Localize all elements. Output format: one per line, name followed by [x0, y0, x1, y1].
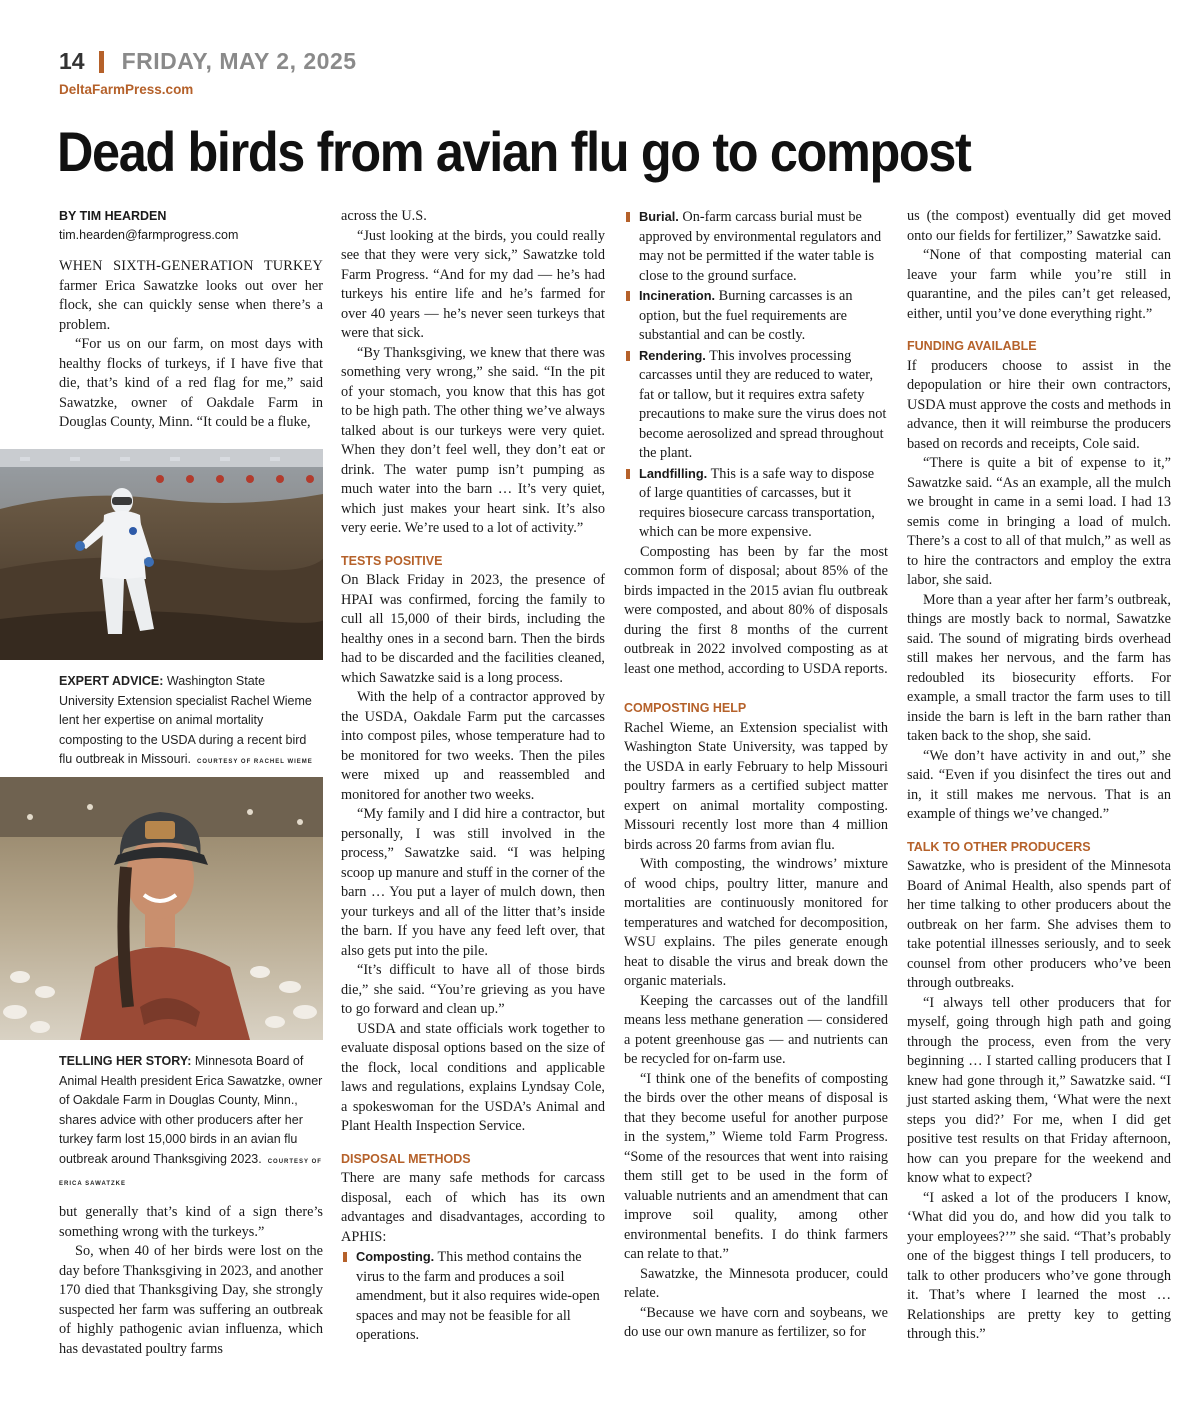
bullet-term: Composting. [356, 1249, 435, 1264]
paragraph: More than a year after her farm’s outbreak, things are mostly back to normal, Sawatzke said. The sound of migrating birds overhead still makes her nervous, and the farm has redoubled its biosecurity efforts. For example, a small tractor the farm uses to till inside the barn is left in the barn rather than taken back to the shop, she said. [907, 591, 1171, 744]
column-2 [341, 207, 605, 1346]
caption-label: EXPERT ADVICE: [59, 674, 164, 688]
paragraph: “For us on our farm, on most days with healthy flocks of turkeys, if I have five that die, that’s kind of a red flag for me,” said Sawatzke, owner of Oakdale Farm in Douglas County, Minn. “It could be a fluke, [59, 336, 323, 430]
column-1-continued [59, 1203, 323, 1359]
caption-text: Washington State University Extension specialist Rachel Wieme lent her expertise on animal mortality composting to the USDA during a recent bird flu outbreak in Missouri. [59, 674, 312, 766]
paragraph: but generally that’s kind of a sign there’s something wrong with the turkeys.” [59, 1204, 323, 1240]
bullet-incineration [624, 286, 888, 346]
caption-text: Minnesota Board of Animal Health president Erica Sawatzke, owner of Oakdale Farm in Douglas County, Minn., shares advice with other producers after her turkey farm lost 15,000 birds in an avian flu outbreak around Thanksgiving 2023. [59, 1054, 323, 1166]
paragraph: So, when 40 of her birds were lost on the day before Thanksgiving in 2023, and another 170 died that Thanksgiving Day, she strongly suspected her farm was suffering an outbreak of highly pathogenic avian influenza, which has devastated poultry farms [59, 1243, 323, 1357]
paragraph: With composting, the windrows’ mixture of wood chips, poultry litter, manure and mortalities are continuously monitored for temperatures and watched for decomposition, WSU explains. The piles generate enough heat to disable the virus and break down the organic materials. [624, 856, 888, 989]
bullet-term: Landfilling. [639, 465, 708, 481]
paragraph: Sawatzke, who is president of the Minnesota Board of Animal Health, also spends part of her time talking to other producers about the outbreak on her farm. She advises them to take potential illnesses seriously, and to seek counsel from other producers who’ve been through outbreaks. [907, 858, 1171, 991]
paragraph: If producers choose to assist in the depopulation or hire their own contractors, USDA must approve the costs and methods in advance, then it will reimburse the producers based on records and receipts, Cole said. [907, 357, 1171, 452]
paragraph: across the U.S. [341, 208, 427, 224]
paragraph: “It’s difficult to have all of those birds die,” she said. “You’re grieving as you have to go forward and clean up.” [341, 962, 605, 1017]
paragraph: Rachel Wieme, an Extension specialist with Washington State University, was tapped by the USDA in early February to help Missouri poultry farmers as a certified subject matter expert on animal mortality composting. Missouri recently lost more than 4 million birds across 20 farms from avian flu. [624, 719, 888, 853]
paragraph: “Because we have corn and soybeans, we do use our own manure as fertilizer, so for [624, 1304, 888, 1340]
paragraph: “I asked a lot of the producers I know, ‘What did you do, and how did you talk to your employees?’” she said. “That’s probably one of the biggest things I tell producers, to talk to other producers who’ve gone through it. That’s where I learned the most … Relationships are pretty key to getting through this.” [907, 1189, 1171, 1342]
bullet-rendering [624, 346, 888, 464]
paragraph: “I think one of the benefits of composting the birds over the other means of disposal is that they become useful for another purpose in the system,” Wieme told Farm Progress. “Some of the resources that went into raising them still get to be used in the form of valuable nutrients and an amendment that can improve soil quality, among other environmental benefits. I do think farmers can relate to that.” [624, 1070, 888, 1262]
bullet-text: This is a safe way to dispose of large quantities of carcasses, but it requires biosecure carcass transportation, which can be more expensive. [639, 465, 875, 540]
bullet-term: Rendering. [639, 347, 706, 363]
subhead-talk-to-other-producers: TALK TO OTHER PRODUCERS [907, 839, 1091, 854]
paragraph: Sawatzke, the Minnesota producer, could relate. [624, 1265, 888, 1301]
paragraph: “None of that composting material can leave your farm while you’re still in quarantine, and the piles can’t get released, either, until you’ve done everything right.” [907, 247, 1171, 322]
photo-credit: COURTESY OF RACHEL WIEME [197, 759, 313, 765]
paragraph: Composting has been by far the most common form of disposal; about 85% of the birds impacted in the 2015 avian flu outbreak were composted, and about 80% of disposals during the first 8 months of the current outbreak in 2022 involved composting as at least one method, according to USDA reports. [624, 543, 888, 677]
subhead-tests-positive: TESTS POSITIVE [341, 553, 443, 568]
subhead-disposal-methods: DISPOSAL METHODS [341, 1151, 471, 1166]
photo-credit: COURTESY OF ERICA SAWATZKE [59, 1158, 322, 1187]
paragraph: “I always tell other producers that for myself, going through high path and going through the process, even from the very beginning … I started calling producers that I knew had gone through it,” Sawatzke said. “I just started asking them, ‘What were the next steps you did?’ For me, when I did get positive test results on that Friday afternoon, how can you prepare for the weekend and know what to expect? [907, 994, 1171, 1186]
paragraph: USDA and state officials work together to evaluate disposal options based on the size of the flock, local conditions and applicable laws and regulations, explains Lyndsay Cole, a spokeswoman for the USDA’s Animal and Plant Health Inspection Service. [341, 1020, 605, 1134]
issue-date: FRIDAY, MAY 2, 2025 [121, 48, 357, 74]
column-3 [624, 207, 888, 1343]
author-email[interactable]: tim.hearden@farmprogress.com [59, 228, 239, 242]
bullet-text: On-farm carcass burial must be approved by environmental regulators and may not be permitted if the water table is close to the ground surface. [639, 209, 882, 284]
column-4 [907, 207, 1171, 1345]
bullet-text: Burning carcasses is an option, but the fuel requirements are substantial and can be costly. [639, 288, 853, 343]
bullet-term: Burial. [639, 209, 679, 224]
paragraph: “By Thanksgiving, we knew that there was something very wrong,” she said. “In the pit of your stomach, you know that this has got to be high path. The other thing we’ve always talked about is our turkeys were very quiet. When they don’t feel well, they don’t eat or drink. The water pump isn’t pumping as much water into the barn … It’s very quiet, which just makes your heart sink. It’s also very eerie. We’re used to a lot of activity.” [341, 344, 605, 536]
page-number: 14 [59, 48, 85, 74]
paragraph: “We don’t have activity in and out,” she said. “Even if you disinfect the tires out and in, it still makes me nervous. That is an example of things we’ve changed.” [907, 747, 1171, 822]
bullet-text: This method contains the virus to the farm and produces a soil amendment, but it also requires wide-open spaces and may not be feasible for all operations. [356, 1249, 600, 1343]
bullet-composting [341, 1247, 605, 1346]
page-header [59, 48, 357, 75]
column-1 [59, 207, 323, 433]
bullet-burial [624, 207, 888, 286]
subhead-composting-help: COMPOSTING HELP [624, 701, 747, 715]
paragraph: “Just looking at the birds, you could really see that they were very sick,” Sawatzke told Farm Progress. “And for my dad — he’s had turkeys his entire life and he’s farmed for over 40 years — he’s never seen turkeys that were that sick. [341, 227, 605, 341]
paragraph: Keeping the carcasses out of the landfill means less methane generation — considered a potent greenhouse gas — and nutrients can be recycled for on-farm use. [624, 992, 888, 1067]
lead-paragraph [59, 257, 323, 335]
site-link[interactable]: DeltaFarmPress.com [59, 82, 194, 97]
caption-label: TELLING HER STORY: [59, 1054, 192, 1068]
bullet-text: This involves processing carcasses until they are reduced to water, fat or tallow, but it requires extra safety precautions to make sure the virus does not become aerosolized and spread throughout the plant. [639, 347, 887, 461]
paragraph: On Black Friday in 2023, the presence of HPAI was confirmed, forcing the family to cull all 15,000 of their birds, including the healthy ones in a second barn. Then the birds had to be discarded and the facilities cleaned, which Sawatzke said is a long process. [341, 572, 605, 686]
bullet-term: Incineration. [639, 288, 716, 303]
article-headline: Dead birds from avian flu go to compost [57, 120, 971, 183]
photo-caption-telling-her-story [59, 1052, 323, 1195]
lead-text: farmer Erica Sawatzke looks out over her flock, she can quickly sense when there’s a problem. [59, 277, 323, 333]
paragraph: With the help of a contractor approved by the USDA, Oakdale Farm put the carcasses into compost piles, whose temperature had to be monitored for two weeks. Then the piles were mixed up and reassembled and monitored for another two weeks. [341, 689, 605, 803]
bullet-landfilling [624, 464, 888, 543]
subhead-funding-available: FUNDING AVAILABLE [907, 339, 1037, 353]
byline: BY TIM HEARDEN [59, 209, 167, 223]
expert-advice-photo [0, 449, 323, 660]
paragraph: us (the compost) eventually did get moved onto our fields for fertilizer,” Sawatzke said. [907, 208, 1171, 244]
paragraph: “There is quite a bit of expense to it,” Sawatzke said. “As an example, all the mulch we brought in came in a semi load. I had 13 semis come in bringing a load of mulch. There’s a cost to all of that mulch,” as well as to hire the contractors and employ the extra labor, she said. [907, 455, 1171, 588]
telling-her-story-photo [0, 777, 323, 1040]
lead-caps: WHEN SIXTH-GENERATION TURKEY [59, 258, 323, 274]
paragraph: There are many safe methods for carcass disposal, each of which has its own advantages and disadvantages, according to APHIS: [341, 1170, 605, 1245]
paragraph: “My family and I did hire a contractor, but personally, I was still involved in the process,” Sawatzke said. “I was helping scoop up manure and stuff in the corner of the barn … You put a layer of mulch down, then your turkeys and all of the litter that’s inside the barn. If you have any feed left over, that also gets put into the pile. [341, 806, 605, 959]
photo-caption-expert-advice [59, 672, 323, 773]
header-divider [99, 51, 104, 73]
